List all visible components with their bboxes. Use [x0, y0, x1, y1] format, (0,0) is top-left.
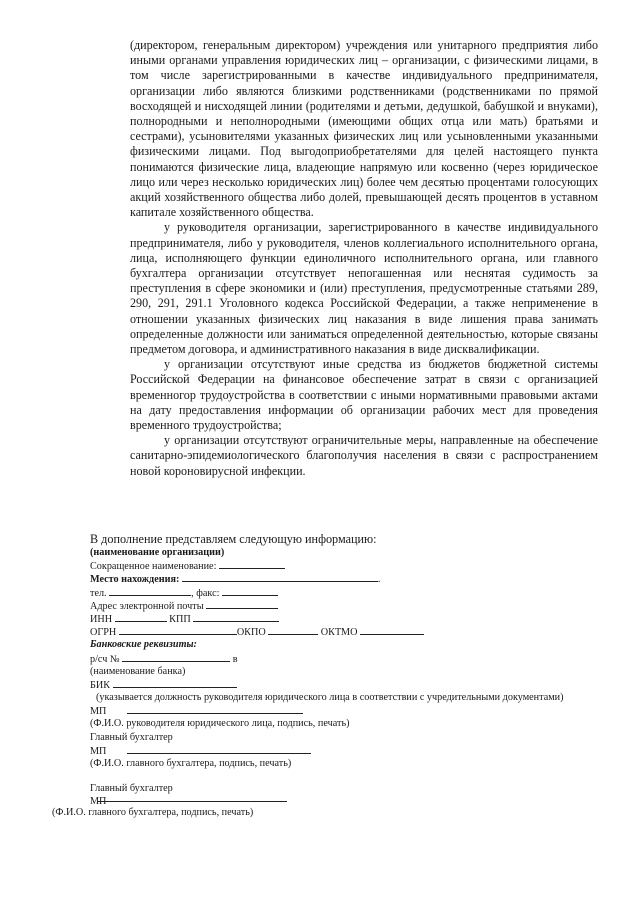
short-name-label: Сокращенное наименование: — [90, 561, 217, 573]
ogrn-field[interactable] — [119, 625, 237, 635]
short-name-field[interactable] — [219, 559, 285, 569]
organization-info-form — [90, 532, 610, 809]
phone-label: тел. — [90, 587, 107, 599]
head-signature-caption: (Ф.И.О. руководителя юридического лица, подпись, печать) — [90, 718, 350, 730]
okpo-field[interactable] — [268, 625, 318, 635]
kpp-label: КПП — [169, 613, 191, 625]
fax-field[interactable] — [222, 586, 278, 596]
position-note: (указывается должность руководителя юридического лица в соответствии с учредительными документами) — [96, 692, 564, 704]
document-body — [130, 38, 598, 479]
account-field[interactable] — [122, 652, 230, 662]
bank-name-caption: (наименование банка) — [90, 665, 186, 677]
location-row: Место нахождения: . — [90, 574, 381, 586]
bik-field[interactable] — [113, 678, 237, 688]
paragraph-budget-funds: у организации отсутствуют иные средства из бюджетов бюджетной системы Российской Федерации на финансовое обеспечение затрат в связи с организацией временногор трудоустройства в соответствии с иными нормативными правовыми актами на дату предоставления информации об организации рабочих мест для проведения временного трудоустройства; — [130, 357, 598, 433]
mp-row-1 — [90, 704, 610, 717]
paragraph-restrictions: у организации отсутствуют ограничительные меры, направленные на обеспечение санитарно-эпидемиологического благополучия населения в связи с распространением новой короновирусной инфекции. — [130, 433, 598, 478]
chief-accountant-label-1: Главный бухгалтер — [90, 731, 173, 743]
accountant-signature-field-1[interactable] — [127, 744, 311, 754]
account-row — [90, 652, 610, 665]
org-name-caption: (наименование организации) — [90, 547, 225, 558]
inn-kpp-row — [90, 612, 610, 625]
inn-label: ИНН — [90, 613, 113, 625]
fax-label: , факс: — [191, 587, 220, 599]
bank-details-heading: Банковские реквизиты: — [90, 639, 197, 651]
ogrn-row — [90, 625, 610, 638]
in-label: в — [232, 653, 238, 665]
accountant-signature-caption-2: (Ф.И.О. главного бухгалтера, подпись, печать) — [52, 807, 254, 818]
mp-label-1: МП — [90, 706, 107, 718]
accountant-signature-caption-1: (Ф.И.О. главного бухгалтера, подпись, печать) — [90, 758, 292, 769]
accountant-signature-field-2[interactable] — [97, 801, 287, 806]
location-label: Место нахождения: — [90, 574, 180, 586]
phone-field[interactable] — [109, 586, 191, 596]
bik-row — [90, 678, 610, 691]
kpp-field[interactable] — [193, 612, 279, 622]
form-intro: В дополнение представляем следующую информацию: — [90, 532, 377, 546]
paragraph-criminal-record: у руководителя организации, зарегистрированного в качестве индивидуального предпринимателя, либо у руководителя, членов коллегиального исполнительного органа, лица, исполняющего функции единоличного исполнительного органа, или главного бухгалтера организации отсутствует непогашенная или неснятая судимость за преступления в сфере экономики и (или) преступления, предусмотренные статьями 289, 290, 291, 291.1 Уголовного кодекса Российской Федерации, а также неприменение в отношении указанных физических лиц наказания в виде лишения права занимать определенные должности или заниматься определенной деятельностью, которые связаны предметом договора, и административного наказания в виде дисквалификации. — [130, 220, 598, 357]
spacer — [90, 770, 610, 782]
email-label: Адрес электронной почты — [90, 600, 204, 612]
mp-label-3: МП — [90, 796, 107, 808]
email-field[interactable] — [206, 599, 278, 609]
bik-label: БИК — [90, 679, 111, 691]
oktmo-label: ОКТМО — [320, 627, 358, 639]
oktmo-field[interactable] — [360, 625, 424, 635]
chief-accountant-label-2: Главный бухгалтер — [90, 783, 173, 795]
email-row — [90, 599, 610, 612]
inn-field[interactable] — [115, 612, 167, 622]
ogrn-label: ОГРН — [90, 627, 117, 639]
accountant-signature-block-2 — [52, 801, 312, 819]
location-field[interactable] — [182, 572, 378, 582]
short-name-row — [90, 559, 610, 572]
mp-row-2 — [90, 744, 610, 757]
account-label: р/сч № — [90, 653, 120, 665]
phone-fax-row — [90, 586, 610, 599]
okpo-label: ОКПО — [236, 627, 266, 639]
mp-label-2: МП — [90, 745, 107, 757]
paragraph-affiliates: (директором, генеральным директором) учреждения или унитарного предприятия либо иными органами управления юридических лиц – организации, с физическими лицами, в том числе зарегистрированными в качестве индивидуального предпринимателя, организации либо являются близкими родственниками (родственниками по прямой восходящей и нисходящей линии (родителями и детьми, дедушкой, бабушкой и внуками), полнородными и неполнородными (имеющими общих отца или мать) братьями и сестрами), усыновителями указанных физических лиц или усыновленными указанными физическими лицами. Под выгодоприобретателями для целей настоящего пункта понимаются физические лица, владеющие напрямую или косвенно (через юридическое лицо или через несколько юридических лиц) более чем десятью процентами голосующих акций хозяйственного общества либо долей, превышающей десять процентов в уставном капитале хозяйственного общества. — [130, 38, 598, 220]
head-signature-field[interactable] — [127, 704, 303, 714]
